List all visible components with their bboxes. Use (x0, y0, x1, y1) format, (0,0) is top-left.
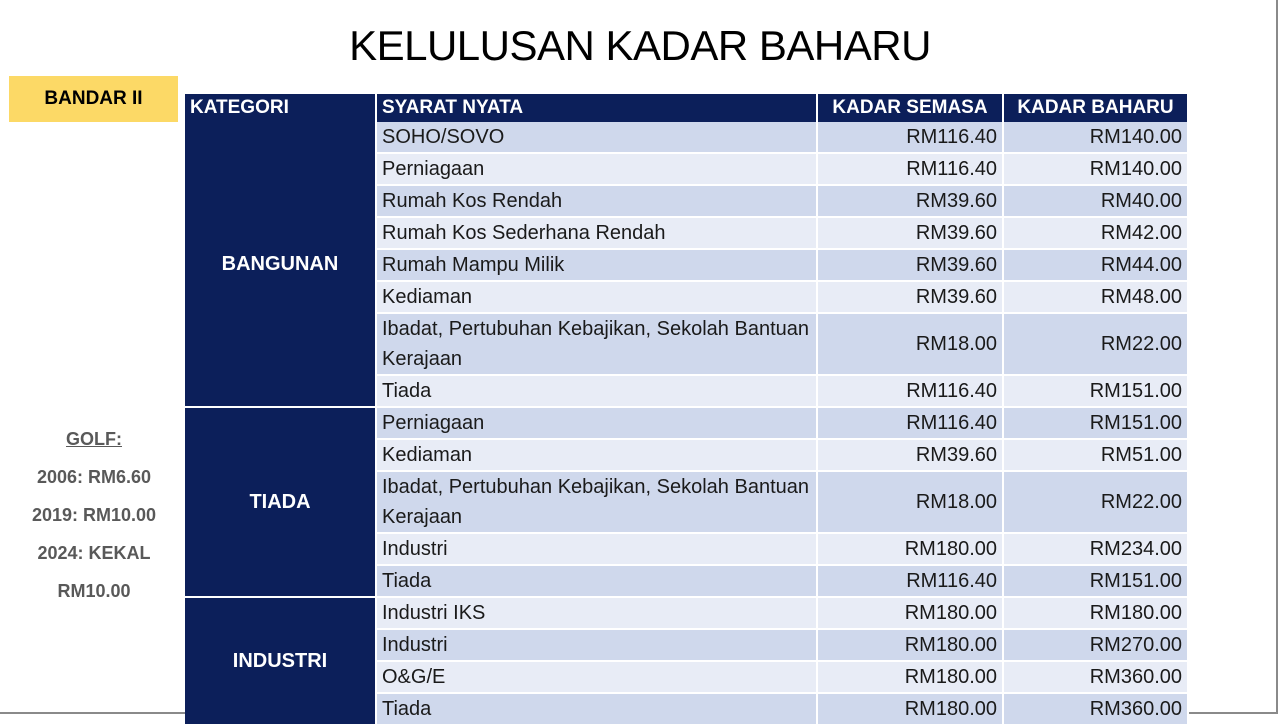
category-cell: TIADA (185, 407, 376, 597)
table-row (185, 407, 1188, 439)
kadar-semasa-cell: RM116.40 (817, 122, 1003, 153)
kadar-baharu-cell: RM140.00 (1003, 122, 1188, 153)
rates-table (185, 94, 1189, 726)
golf-note (14, 420, 174, 610)
kadar-semasa-cell: RM116.40 (817, 375, 1003, 407)
kadar-baharu-cell: RM48.00 (1003, 281, 1188, 313)
golf-line: RM10.00 (57, 581, 131, 601)
syarat-cell: SOHO/SOVO (376, 122, 817, 153)
kadar-baharu-cell: RM360.00 (1003, 693, 1188, 725)
kadar-semasa-cell: RM180.00 (817, 629, 1003, 661)
syarat-cell: Kediaman (376, 439, 817, 471)
syarat-cell: Industri (376, 533, 817, 565)
category-cell: BANGUNAN (185, 122, 376, 407)
kadar-baharu-cell: RM151.00 (1003, 375, 1188, 407)
kadar-semasa-cell: RM180.00 (817, 693, 1003, 725)
kadar-baharu-cell: RM22.00 (1003, 471, 1188, 533)
kadar-baharu-cell: RM151.00 (1003, 407, 1188, 439)
header-syarat-nyata: SYARAT NYATA (376, 94, 817, 122)
category-cell: INDUSTRI (185, 597, 376, 725)
kadar-baharu-cell: RM270.00 (1003, 629, 1188, 661)
kadar-baharu-cell: RM40.00 (1003, 185, 1188, 217)
kadar-semasa-cell: RM116.40 (817, 565, 1003, 597)
table-row (185, 597, 1188, 629)
kadar-baharu-cell: RM140.00 (1003, 153, 1188, 185)
table-row (185, 122, 1188, 153)
kadar-semasa-cell: RM39.60 (817, 185, 1003, 217)
header-kadar-semasa: KADAR SEMASA (817, 94, 1003, 122)
kadar-baharu-cell: RM51.00 (1003, 439, 1188, 471)
header-kategori: KATEGORI (185, 94, 376, 122)
kadar-semasa-cell: RM180.00 (817, 597, 1003, 629)
syarat-cell: Industri IKS (376, 597, 817, 629)
page-title: KELULUSAN KADAR BAHARU (349, 22, 931, 69)
kadar-semasa-cell: RM39.60 (817, 249, 1003, 281)
syarat-cell: Tiada (376, 375, 817, 407)
syarat-cell: Industri (376, 629, 817, 661)
kadar-semasa-cell: RM18.00 (817, 313, 1003, 375)
kadar-baharu-cell: RM22.00 (1003, 313, 1188, 375)
kadar-baharu-cell: RM234.00 (1003, 533, 1188, 565)
syarat-cell: Rumah Kos Rendah (376, 185, 817, 217)
golf-heading: GOLF: (66, 429, 122, 449)
syarat-cell: Ibadat, Pertubuhan Kebajikan, Sekolah Bantuan Kerajaan (376, 313, 817, 375)
syarat-cell: Kediaman (376, 281, 817, 313)
syarat-cell: Rumah Mampu Milik (376, 249, 817, 281)
header-kadar-baharu: KADAR BAHARU (1003, 94, 1188, 122)
golf-line: 2024: KEKAL (37, 543, 151, 563)
kadar-baharu-cell: RM360.00 (1003, 661, 1188, 693)
kadar-baharu-cell: RM42.00 (1003, 217, 1188, 249)
kadar-semasa-cell: RM116.40 (817, 407, 1003, 439)
syarat-cell: O&G/E (376, 661, 817, 693)
kadar-semasa-cell: RM180.00 (817, 661, 1003, 693)
kadar-semasa-cell: RM39.60 (817, 439, 1003, 471)
kadar-semasa-cell: RM39.60 (817, 281, 1003, 313)
kadar-baharu-cell: RM151.00 (1003, 565, 1188, 597)
golf-line: 2006: RM6.60 (36, 467, 152, 487)
syarat-cell: Perniagaan (376, 407, 817, 439)
syarat-cell: Tiada (376, 693, 817, 725)
golf-line: 2019: RM10.00 (31, 505, 157, 525)
kadar-semasa-cell: RM180.00 (817, 533, 1003, 565)
kadar-semasa-cell: RM39.60 (817, 217, 1003, 249)
bandar-badge: BANDAR II (9, 76, 178, 122)
rates-body (185, 122, 1188, 725)
table-header-row (185, 94, 1188, 122)
syarat-cell: Ibadat, Pertubuhan Kebajikan, Sekolah Bantuan Kerajaan (376, 471, 817, 533)
kadar-baharu-cell: RM44.00 (1003, 249, 1188, 281)
kadar-baharu-cell: RM180.00 (1003, 597, 1188, 629)
syarat-cell: Perniagaan (376, 153, 817, 185)
kadar-semasa-cell: RM18.00 (817, 471, 1003, 533)
syarat-cell: Tiada (376, 565, 817, 597)
kadar-semasa-cell: RM116.40 (817, 153, 1003, 185)
syarat-cell: Rumah Kos Sederhana Rendah (376, 217, 817, 249)
